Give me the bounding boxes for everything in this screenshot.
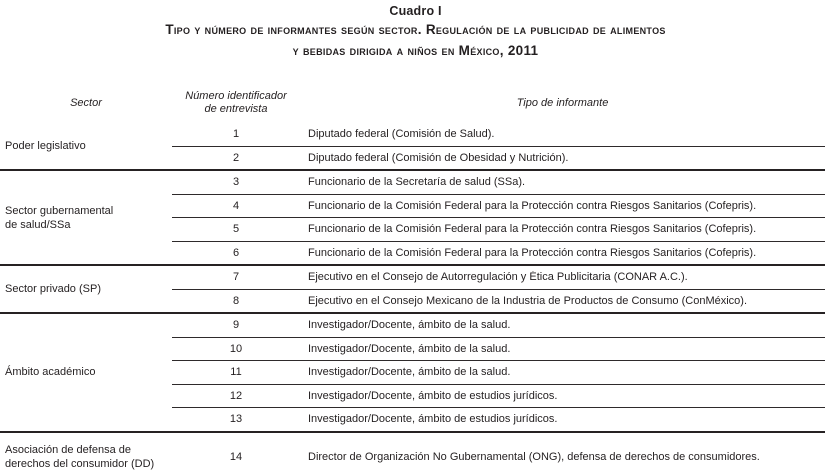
interview-number: 5 [232, 223, 240, 236]
sector-label [0, 314, 172, 431]
header-informant-type: Tipo de informante [516, 96, 609, 109]
interview-number: 3 [232, 176, 240, 189]
sector-group [0, 171, 825, 266]
header-interview-number-line-1: Número identificador [185, 90, 287, 102]
sector-label-line: Asociación de defensa de [5, 443, 131, 456]
informant-type: Funcionario de la Comisión Federal para la Protección contra Riesgos Sanitarios (Cofepris). [308, 246, 757, 259]
interview-number: 13 [229, 413, 243, 426]
informant-type: Investigador/Docente, ámbito de la salud. [308, 319, 511, 332]
sector-group [0, 266, 825, 314]
sector-group [0, 314, 825, 433]
group-rows [172, 171, 825, 264]
table-row [172, 361, 825, 385]
table-row [172, 314, 825, 338]
informant-type: Investigador/Docente, ámbito de la salud. [308, 366, 511, 379]
interview-number: 7 [232, 271, 240, 284]
informant-type: Director de Organización No Gubernamental (ONG), defensa de derechos de consumidores. [308, 450, 760, 463]
table-row [172, 433, 825, 471]
sector-group [0, 433, 825, 471]
header-interview-number [172, 90, 300, 116]
sector-label-line: Sector privado (SP) [5, 283, 101, 295]
interview-number: 12 [229, 389, 243, 402]
group-rows [172, 266, 825, 312]
header-sector: Sector [70, 96, 102, 109]
interview-number: 11 [230, 366, 242, 379]
table-number-label: Cuadro I [389, 4, 442, 18]
header-interview-number-line-2: de entrevista [204, 103, 268, 115]
table-row [172, 385, 825, 409]
interview-number: 4 [232, 199, 240, 212]
informant-type: Funcionario de la Secretaría de salud (SSa). [308, 176, 526, 189]
interview-number: 10 [229, 342, 243, 355]
table-row [172, 408, 825, 431]
sector-label [0, 171, 172, 264]
table-title-line-2: y bebidas dirigida a niños en México, 2011 [292, 43, 539, 58]
table-title-line-1: Tipo y número de informantes según sector. Regulación de la publicidad de alimentos [165, 22, 666, 37]
table-header-row [0, 83, 825, 123]
sector-label [0, 266, 172, 312]
table-row [172, 290, 825, 313]
table-row [172, 171, 825, 195]
interview-number: 14 [229, 450, 243, 463]
table-row [172, 147, 825, 170]
interview-number: 6 [232, 246, 240, 259]
informant-type: Funcionario de la Comisión Federal para la Protección contra Riesgos Sanitarios (Cofepris). [308, 199, 757, 212]
interview-number: 2 [232, 151, 240, 164]
table-row [172, 266, 825, 290]
interview-number: 8 [232, 294, 240, 307]
informant-type: Ejecutivo en el Consejo Mexicano de la Industria de Productos de Consumo (ConMéxico). [308, 294, 748, 307]
informant-type: Investigador/Docente, ámbito de la salud. [308, 342, 511, 355]
table-row [172, 195, 825, 219]
table-title-block [0, 3, 831, 61]
informant-type: Investigador/Docente, ámbito de estudios jurídicos. [308, 413, 558, 426]
informant-type: Investigador/Docente, ámbito de estudios jurídicos. [308, 389, 558, 402]
group-rows [172, 433, 825, 471]
informants-table [0, 83, 825, 471]
sector-label-line: de salud/SSa [5, 218, 71, 231]
sector-label-line: Sector gubernamental [5, 204, 114, 217]
sector-label-line: derechos del consumidor (DD) [5, 457, 155, 470]
table-row [172, 218, 825, 242]
sector-label-line: Poder legislativo [5, 140, 86, 152]
sector-label [0, 123, 172, 169]
interview-number: 1 [232, 128, 240, 141]
informant-type: Funcionario de la Comisión Federal para la Protección contra Riesgos Sanitarios (Cofepris). [308, 223, 757, 236]
table-body [0, 123, 825, 471]
table-row [172, 242, 825, 265]
sector-group [0, 123, 825, 171]
informant-type: Ejecutivo en el Consejo de Autorregulación y Ética Publicitaria (CONAR A.C.). [308, 271, 688, 284]
informant-type: Diputado federal (Comisión de Salud). [308, 128, 495, 141]
table-row [172, 338, 825, 362]
informant-type: Diputado federal (Comisión de Obesidad y Nutrición). [308, 151, 569, 164]
sector-label [0, 433, 172, 471]
interview-number: 9 [232, 319, 240, 332]
table-row [172, 123, 825, 147]
group-rows [172, 123, 825, 169]
group-rows [172, 314, 825, 431]
sector-label-line: Ámbito académico [5, 366, 96, 379]
